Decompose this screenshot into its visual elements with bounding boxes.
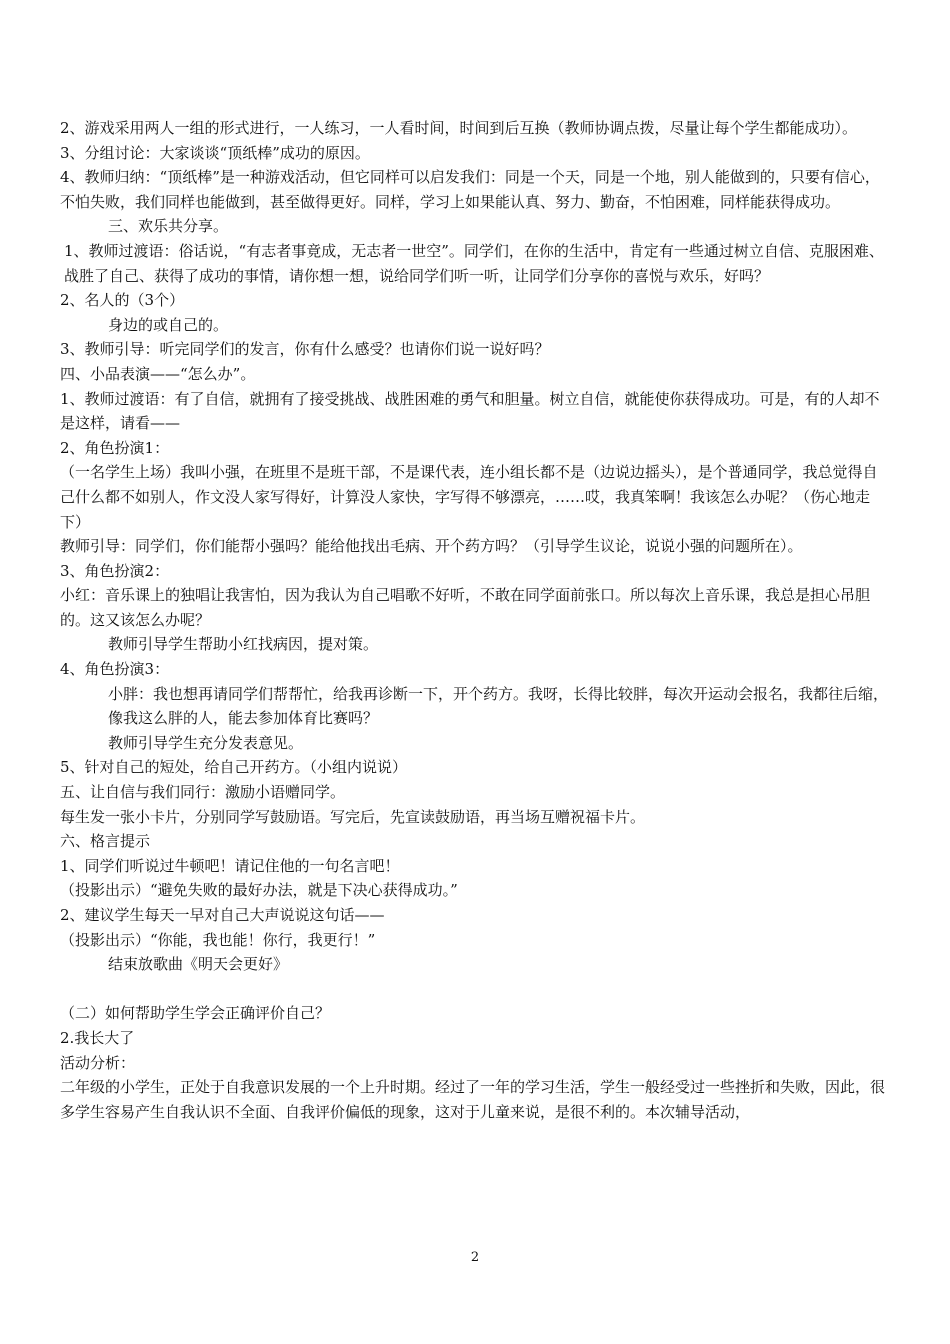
paragraph: 活动分析：: [60, 1053, 136, 1072]
paragraph: （投影出示）“避免失败的最好办法，就是下决心获得成功。”: [60, 881, 458, 900]
section-heading: 三、欢乐共分享。: [108, 217, 229, 236]
paragraph: 2、建议学生每天一早对自己大声说说这句话——: [60, 906, 385, 924]
paragraph: 1、教师过渡语：俗话说，“有志者事竟成，无志者一世空”。同学们，在你的生活中，肯定有一些通过树立自信、克服困难、战胜了自己、获得了成功的事情，请你想一想，说给同学们听一听，让同学们分享你的喜悦与欢乐，好吗？: [64, 241, 884, 285]
blank-line: [60, 977, 890, 1002]
paragraph: 教师引导学生帮助小红找病因，提对策。: [108, 635, 379, 654]
paragraph: （一名学生上场）我叫小强，在班里不是班干部，不是课代表，连小组长都不是（边说边摇头），是个普通同学，我总觉得自己什么都不如别人，作文没人家写得好，计算没人家快，字写得不够漂亮，……哎，我真笨啊！我该怎么办呢？（伤心地走下）: [60, 463, 878, 531]
paragraph: 身边的或自己的。: [108, 315, 229, 334]
paragraph: 4、角色扮演3：: [60, 660, 170, 679]
paragraph: 二年级的小学生，正处于自我意识发展的一个上升时期。经过了一年的学习生活，学生一般经受过一些挫折和失败，因此，很多学生容易产生自我认识不全面、自我评价偏低的现象，这对于儿童来说，是很不利的。本次辅导活动，: [60, 1078, 886, 1121]
paragraph: 1、同学们听说过牛顿吧！请记住他的一句名言吧！: [60, 856, 400, 875]
section-heading: （二）如何帮助学生学会正确评价自己？: [60, 1004, 331, 1023]
paragraph: 教师引导学生充分发表意见。: [108, 733, 304, 752]
paragraph: 每生发一张小卡片，分别同学写鼓励语。写完后，先宣读鼓励语，再当场互赠祝福卡片。: [60, 807, 646, 826]
paragraph: 1、教师过渡语：有了自信，就拥有了接受挑战、战胜困难的勇气和胆量。树立自信，就能使你获得成功。可是，有的人却不是这样，请看——: [60, 389, 880, 433]
page-number: 2: [470, 1250, 480, 1265]
section-heading: 2.我长大了: [60, 1028, 135, 1047]
paragraph: 2、游戏采用两人一组的形式进行，一人练习，一人看时间，时间到后互换（教师协调点拨，尽量让每个学生都能成功）。: [60, 119, 858, 137]
paragraph: 小红：音乐课上的独唱让我害怕，因为我认为自己唱歌不好听，不敢在同学面前张口。所以每次上音乐课，我总是担心吊胆的。这又该怎么办呢？: [60, 586, 871, 629]
paragraph: 5、针对自己的短处，给自己开药方。（小组内说说）: [60, 758, 408, 777]
paragraph: 3、分组讨论：大家谈谈“顶纸棒”成功的原因。: [60, 143, 370, 162]
section-heading: 六、格言提示: [60, 832, 151, 851]
paragraph: 结束放歌曲《明天会更好》: [108, 955, 289, 974]
section-heading: 四、小品表演——“怎么办”。: [60, 364, 256, 383]
paragraph: （投影出示）“你能，我也能！你行，我更行！”: [60, 930, 376, 949]
paragraph: 3、教师引导：听完同学们的发言，你有什么感受？也请你们说一说好吗？: [60, 340, 550, 359]
paragraph: 小胖：我也想再请同学们帮帮忙，给我再诊断一下，开个药方。我呀，长得比较胖，每次开运动会报名，我都往后缩，像我这么胖的人，能去参加体育比赛吗？: [108, 684, 889, 728]
document-body: [60, 116, 890, 1124]
paragraph: 2、名人的（3个）: [60, 291, 185, 310]
paragraph: 2、角色扮演1：: [60, 438, 170, 457]
section-heading: 五、让自信与我们同行：激励小语赠同学。: [60, 783, 346, 802]
paragraph: 4、教师归纳：“顶纸棒”是一种游戏活动，但它同样可以启发我们：同是一个天，同是一个地，别人能做到的，只要有信心，不怕失败，我们同样也能做到，甚至做得更好。同样，学习上如果能认真、努力、勤奋，不怕困难，同样能获得成功。: [60, 168, 880, 211]
paragraph: 3、角色扮演2：: [60, 561, 170, 580]
paragraph: 教师引导：同学们，你们能帮小强吗？能给他找出毛病、开个药方吗？（引导学生议论，说说小强的问题所在）。: [60, 537, 803, 556]
